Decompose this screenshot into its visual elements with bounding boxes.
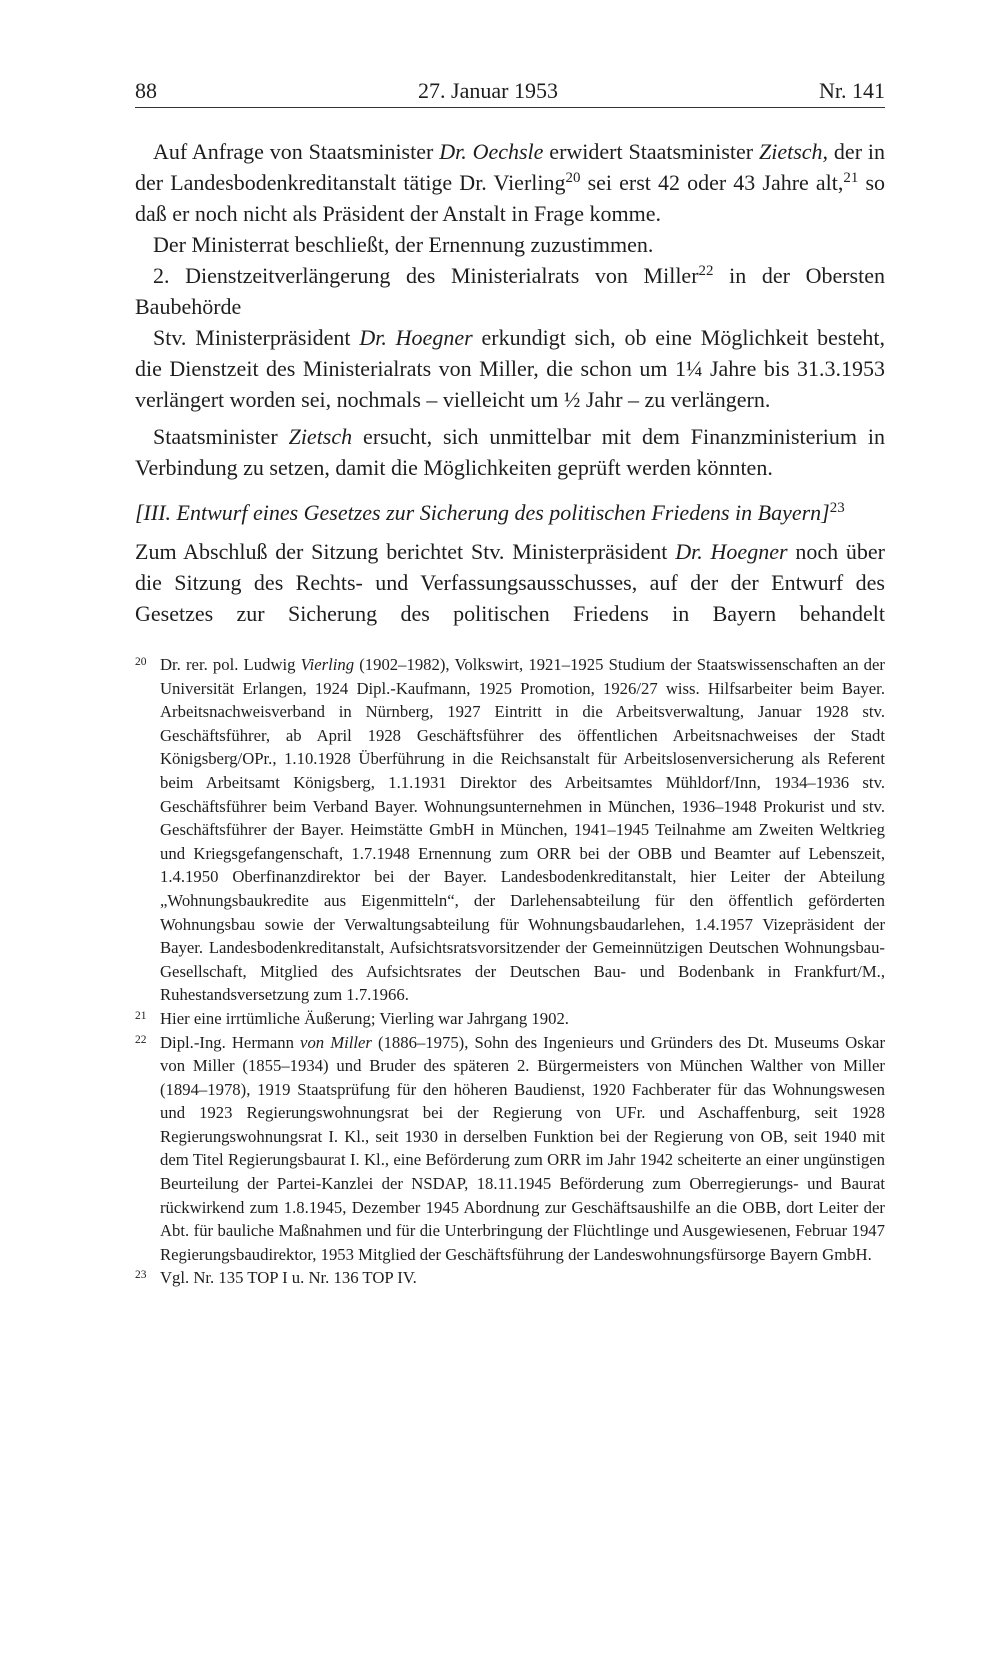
- footnote-22: 22 Dipl.-Ing. Hermann von Miller (1886–1975), Sohn des Ingenieurs und Gründers des Dt. Museums Oskar von Miller (1855–1934) und Bruder des späteren 2. Bürgermeisters von München Walther von Miller (1894–1978), 1919 Staatsprüfung für den höheren Baudienst, 1920 Fachberater für das Wohnungswesen und 1923 Regierungswohnungsrat bei der Regierung von UFr. und Aschaffenburg, seit 1928 Regierungswohnungsrat I. Kl., seit 1930 in derselben Funktion bei der Regierung von OB, seit 1940 mit dem Titel Regierungsbaurat I. Kl., eine Beförderung zum ORR im Jahr 1942 scheiterte an einer ungünstigen Beurteilung der Partei-Kanzlei der NSDAP, 18.11.1945 Beförderung zum Oberregierungs- und Baurat rückwirkend zum 1.8.1945, Dezember 1945 Abordnung zur Geschäftsaushilfe an die OBB, dort Leiter der Abt. für bauliche Maßnahmen und für die Unterbringung der Flüchtlinge und Ausgewiesenen, Februar 1947 Regierungsbaudirektor, 1953 Mitglied der Geschäftsführung der Landeswohnungsfürsorge Bayern GmbH.: [135, 1031, 885, 1267]
- paragraph-hoegner-inquiry: Stv. Ministerpräsident Dr. Hoegner erkundigt sich, ob eine Möglichkeit besteht, die Dienstzeit des Ministerialrats von Miller, die schon um 1¼ Jahre bis 31.3.1953 verlängert worden sei, nochmals – vielleicht um ½ Jahr – zu verlängern.: [135, 325, 885, 412]
- person-name: von Miller: [300, 1032, 372, 1052]
- document-page: [135, 78, 885, 1290]
- person-name: Dr. Hoegner: [359, 325, 473, 350]
- footnote-23: 23 Vgl. Nr. 135 TOP I u. Nr. 136 TOP IV.: [135, 1266, 885, 1290]
- paragraph-session-close: Zum Abschluß der Sitzung berichtet Stv. Ministerpräsident Dr. Hoegner noch über die Sitzung des Rechts- und Verfassungsausschusses, auf der der Entwurf des Gesetzes zur Sicherung des politischen Friedens in Bayern behandelt: [135, 539, 886, 626]
- document-number: Nr. 141: [818, 78, 885, 103]
- footnote-ref-21[interactable]: 21: [843, 169, 859, 186]
- paragraph-resolution: Der Ministerrat beschließt, der Ernennung zuzustimmen.: [153, 232, 654, 257]
- person-name: Dr. Hoegner: [675, 539, 788, 564]
- paragraph-zietsch-request: Staatsminister Zietsch ersucht, sich unmittelbar mit dem Finanzministerium in Verbindung zu setzen, damit die Möglichkeiten geprüft werden könnten.: [135, 424, 885, 480]
- main-text: [135, 136, 885, 629]
- footnote-21: 21 Hier eine irrtümliche Äußerung; Vierling war Jahrgang 1902.: [135, 1007, 885, 1031]
- agenda-heading-3: [III. Entwurf eines Gesetzes zur Sicherung des politischen Friedens in Bayern]$^{23}$: [135, 499, 845, 525]
- page-number: 88: [135, 78, 157, 103]
- footnotes: [135, 653, 885, 1290]
- footnote-number: 22: [135, 1033, 147, 1046]
- footnote-ref-22[interactable]: 22: [698, 262, 714, 279]
- header-date: 27. Januar 1953: [418, 78, 558, 103]
- person-name: Zietsch: [288, 424, 353, 449]
- footnote-ref-20[interactable]: 20: [565, 169, 581, 186]
- footnote-number: 23: [135, 1269, 147, 1282]
- footnote-ref-23[interactable]: 23: [829, 499, 845, 516]
- running-header: [135, 78, 885, 108]
- footnote-number: 21: [135, 1009, 147, 1022]
- footnote-20: 20 Dr. rer. pol. Ludwig Vierling (1902–1982), Volkswirt, 1921–1925 Studium der Staatswissenschaften an der Universität Erlangen, 1924 Dipl.-Kaufmann, 1925 Promotion, 1926/27 wiss. Hilfsarbeiter beim Bayer. Arbeitsnachweisverband in Nürnberg, 1927 Eintritt in die Arbeitsverwaltung, Januar 1928 stv. Geschäftsführer, ab April 1928 Geschäftsführer des öffentlichen Arbeitsnachweises der Stadt Königsberg/OPr., 1.10.1928 Überführung in die Reichsanstalt für Arbeitslosenversicherung als Referent beim Arbeitsamt Königsberg, 1.1.1931 Direktor des Arbeitsamtes Mühldorf/Inn, 1934–1936 stv. Geschäftsführer beim Verband Bayer. Wohnungsunternehmen in München, 1936–1948 Prokurist und stv. Geschäftsführer der Bayer. Heimstätte GmbH in München, 1941–1945 Teilnahme am Zweiten Weltkrieg und Kriegsgefangenschaft, 1.7.1948 Ernennung zum ORR bei der OBB und Beamter auf Lebenszeit, 1.4.1950 Oberfinanzdirektor bei der Bayer. Landesbodenkreditanstalt, hier Leiter der Abteilung „Wohnungsbaukredite aus Eigenmitteln“, der Darlehensabteilung für den öffentlich geförderten Wohnungsbau sowie der Verwaltungsabteilung für Wohnungsbaudarlehen, 1.4.1957 Vizepräsident der Bayer. Landesbodenkreditanstalt, Aufsichtsratsvorsitzender der Gemeinnützigen Deutschen Wohnungsbau-Gesellschaft, Mitglied des Aufsichtsrates der Deutschen Bau- und Bodenbank in Frankfurt/M., Ruhestandsversetzung zum 1.7.1966.: [135, 653, 885, 1007]
- person-name: Vierling: [300, 655, 355, 674]
- person-name: Zietsch,: [759, 139, 829, 164]
- person-name: Dr. Oechsle: [439, 139, 544, 164]
- footnote-number: 20: [135, 656, 147, 668]
- paragraph-vierling-age: Auf Anfrage von Staatsminister Dr. Oechsle erwidert Staatsminister Zietsch, der in der Landesbodenkreditanstalt tätige Dr. Vierling$^{20}$ sei erst 42 oder 43 Jahre alt,$^{21}$ so daß er noch nicht als Präsident der Anstalt in Frage komme.: [135, 139, 886, 226]
- agenda-item-2: 2. Dienstzeitverlängerung des Ministerialrats von Miller$^{22}$ in der Obersten Baubehörde: [135, 262, 885, 319]
